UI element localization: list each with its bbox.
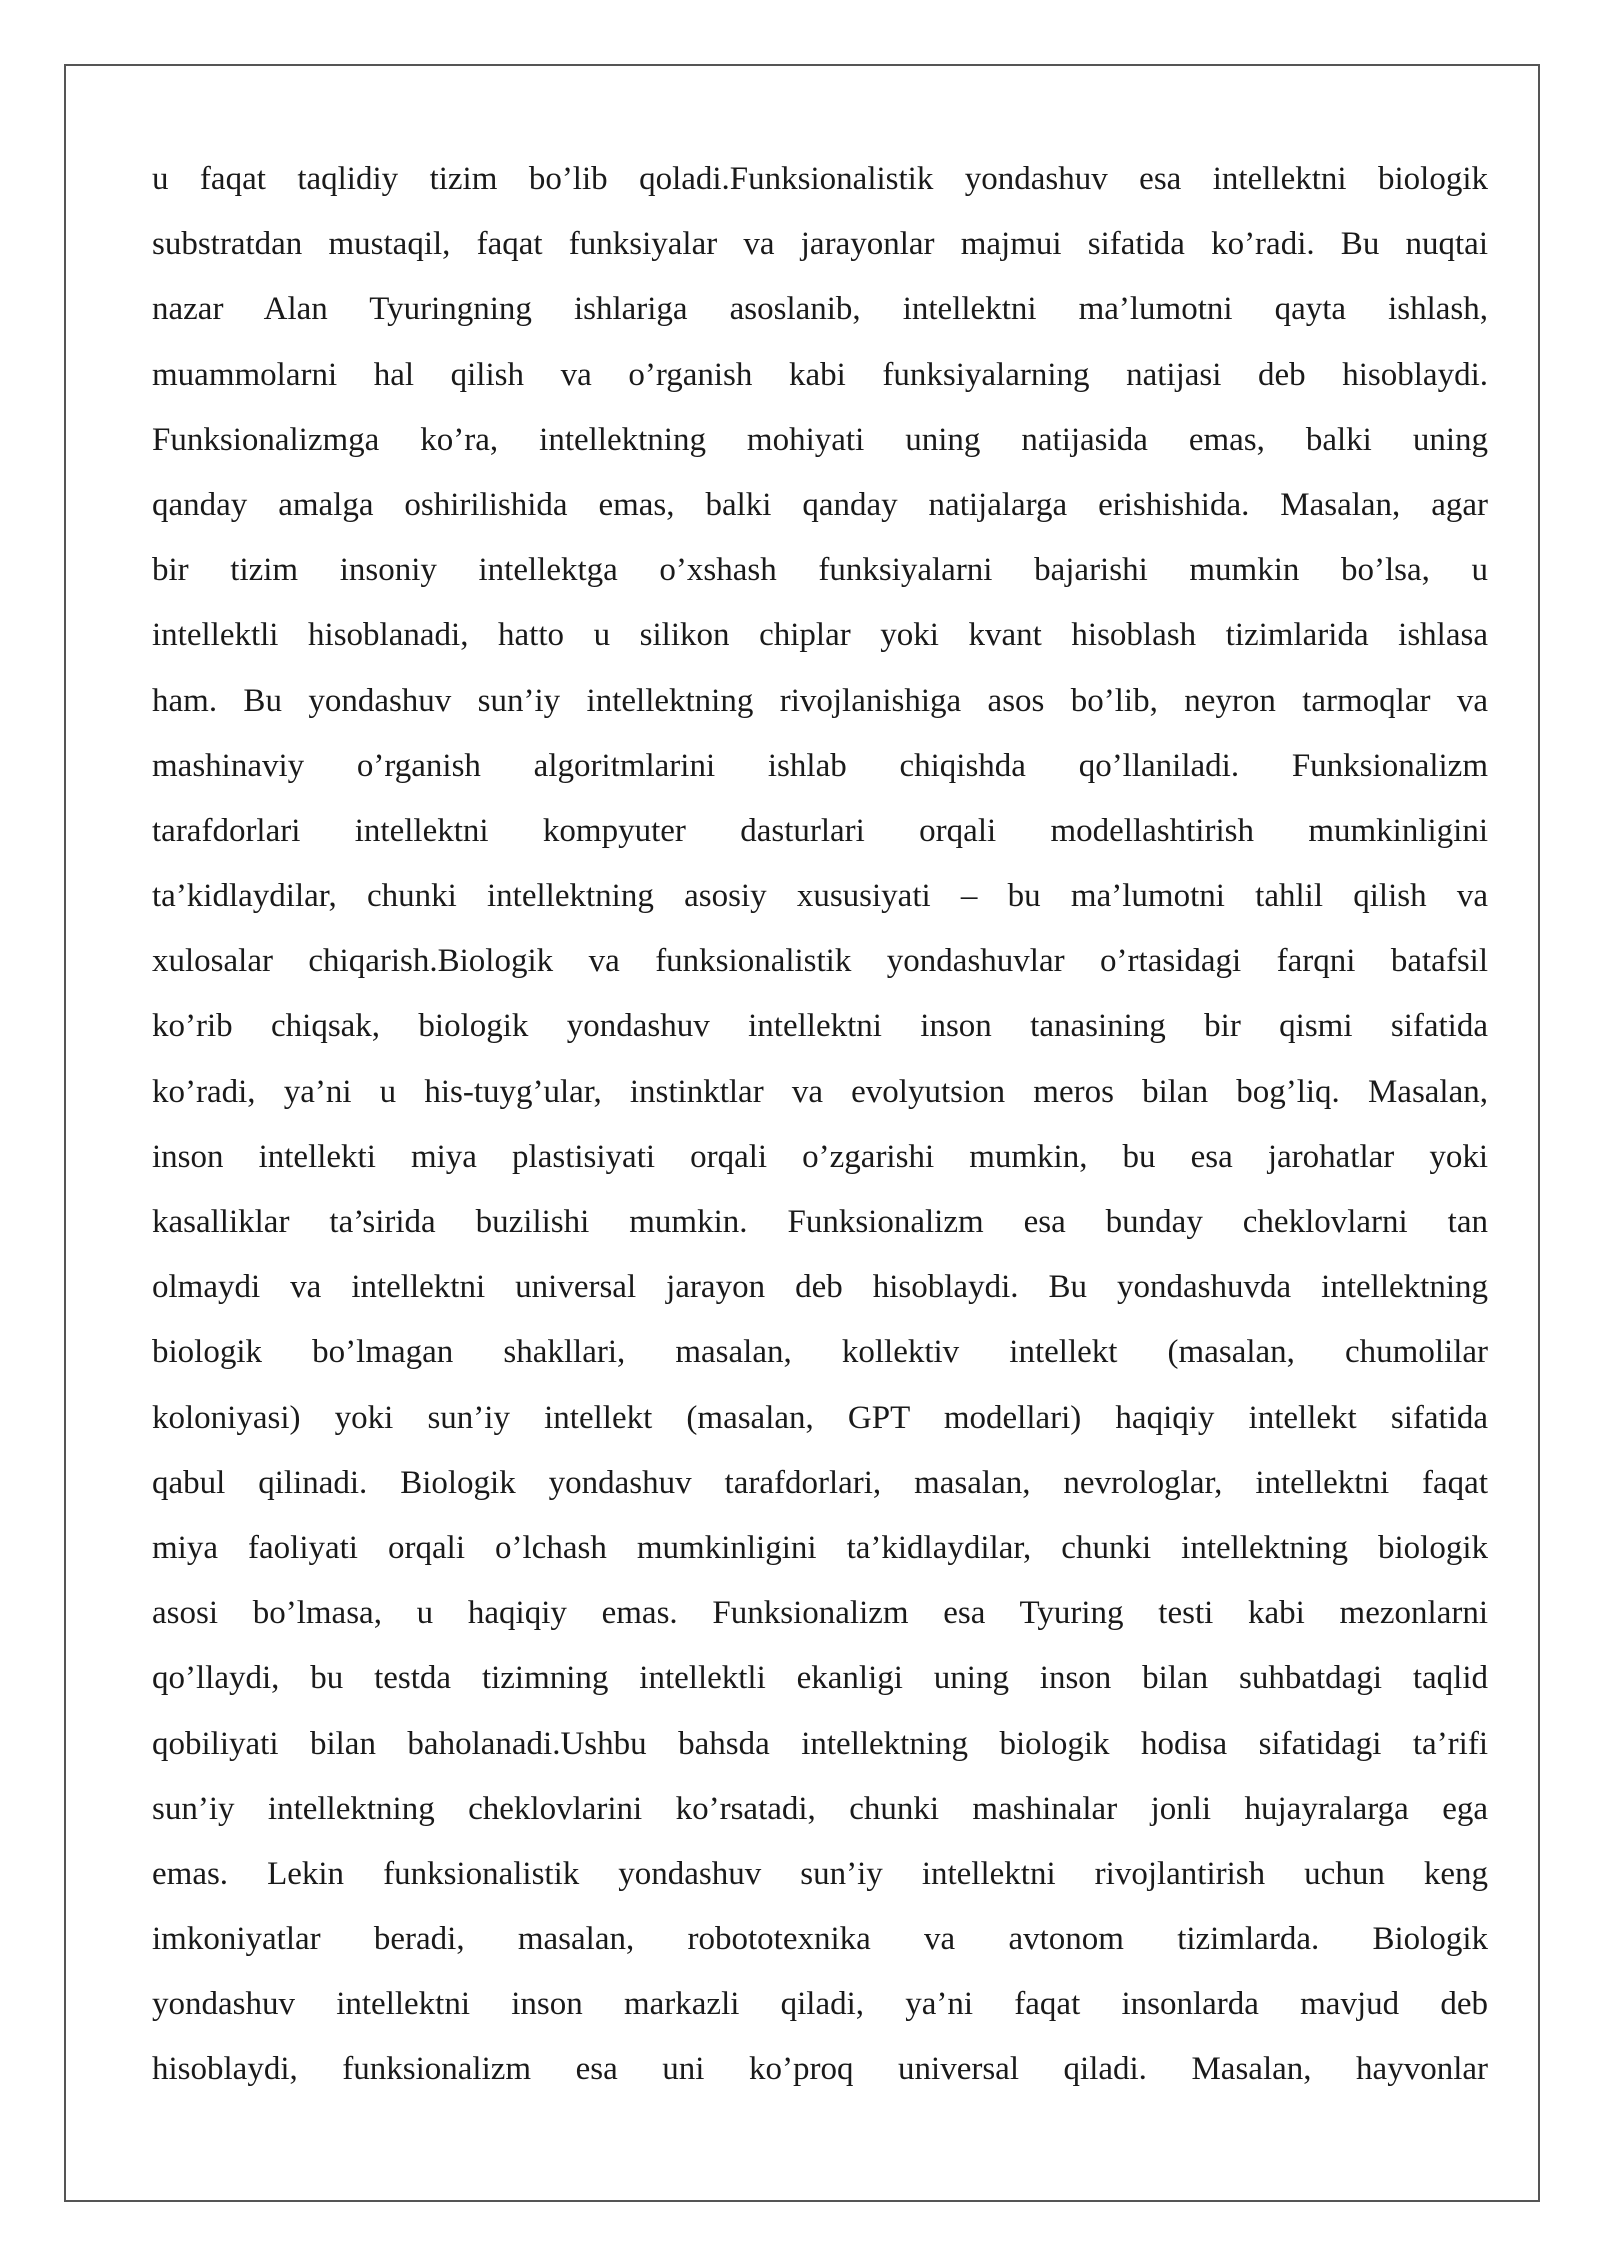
text-line: ta’kidlaydilar, chunki intellektning asosiy xususiyati – bu ma’lumotni tahlil qilish va — [152, 878, 1488, 915]
text-line: xulosalar chiqarish.Biologik va funksionalistik yondashuvlar o’rtasidagi farqni batafsil — [152, 943, 1488, 980]
text-line: miya faoliyati orqali o’lchash mumkinligini ta’kidlaydilar, chunki intellektning biologik — [152, 1529, 1488, 1566]
text-line: u faqat taqlidiy tizim bo’lib qoladi.Funksionalistik yondashuv esa intellektni biologik — [152, 161, 1488, 197]
text-line: olmaydi va intellektni universal jarayon deb hisoblaydi. Bu yondashuvda intellektning — [152, 1269, 1488, 1306]
text-line: koloniyasi) yoki sun’iy intellekt (masalan, GPT modellari) haqiqiy intellekt sifatida — [152, 1399, 1488, 1436]
text-line: hisoblaydi, funksionalizm esa uni ko’proq universal qiladi. Masalan, hayvonlar — [152, 2051, 1488, 2088]
text-line: kasalliklar ta’sirida buzilishi mumkin. Funksionalizm esa bunday cheklovlarni tan — [152, 1204, 1488, 1240]
text-line: tarafdorlari intellektni kompyuter dasturlari orqali modellashtirish mumkinligini — [152, 812, 1488, 849]
document-body-text — [152, 147, 1488, 2103]
text-line: ko’radi, ya’ni u his-tuyg’ular, instinktlar va evolyutsion meros bilan bog’liq. Masalan, — [152, 1073, 1488, 1110]
text-line: qabul qilinadi. Biologik yondashuv tarafdorlari, masalan, nevrologlar, intellektni faqat — [152, 1464, 1488, 1501]
text-line: bir tizim insoniy intellektga o’xshash funksiyalarni bajarishi mumkin bo’lsa, u — [152, 552, 1488, 589]
text-line: biologik bo’lmagan shakllari, masalan, kollektiv intellekt (masalan, chumolilar — [152, 1334, 1488, 1371]
text-line: asosi bo’lmasa, u haqiqiy emas. Funksionalizm esa Tyuring testi kabi mezonlarni — [152, 1595, 1488, 1632]
text-line: mashinaviy o’rganish algoritmlarini ishlab chiqishda qo’llaniladi. Funksionalizm — [152, 747, 1488, 784]
text-line: intellektli hisoblanadi, hatto u silikon chiplar yoki kvant hisoblash tizimlarida ishlasa — [152, 617, 1488, 654]
text-line: qanday amalga oshirilishida emas, balki qanday natijalarga erishishida. Masalan, agar — [152, 486, 1488, 523]
text-line: imkoniyatlar beradi, masalan, robototexnika va avtonom tizimlarda. Biologik — [152, 1921, 1488, 1958]
text-line: nazar Alan Tyuringning ishlariga asoslanib, intellektni ma’lumotni qayta ishlash, — [152, 291, 1488, 328]
text-line: muammolarni hal qilish va o’rganish kabi funksiyalarning natijasi deb hisoblaydi. — [152, 356, 1488, 393]
text-line: sun’iy intellektning cheklovlarini ko’rsatadi, chunki mashinalar jonli hujayralarga ega — [152, 1790, 1488, 1827]
text-line: qo’llaydi, bu testda tizimning intellektli ekanligi uning inson bilan suhbatdagi taqlid — [152, 1660, 1488, 1697]
text-line: yondashuv intellektni inson markazli qiladi, ya’ni faqat insonlarda mavjud deb — [152, 1986, 1488, 2023]
text-line: Funksionalizmga ko’ra, intellektning mohiyati uning natijasida emas, balki uning — [152, 421, 1488, 458]
text-line: inson intellekti miya plastisiyati orqali o’zgarishi mumkin, bu esa jarohatlar yoki — [152, 1138, 1488, 1175]
text-line: ko’rib chiqsak, biologik yondashuv intellektni inson tanasining bir qismi sifatida — [152, 1008, 1488, 1045]
text-line: qobiliyati bilan baholanadi.Ushbu bahsda intellektning biologik hodisa sifatidagi ta’rifi — [152, 1725, 1488, 1762]
text-line: emas. Lekin funksionalistik yondashuv sun’iy intellektni rivojlantirish uchun keng — [152, 1855, 1488, 1892]
text-line: substratdan mustaqil, faqat funksiyalar va jarayonlar majmui sifatida ko’radi. Bu nuqtai — [152, 226, 1488, 263]
text-line: ham. Bu yondashuv sun’iy intellektning rivojlanishiga asos bo’lib, neyron tarmoqlar va — [152, 682, 1488, 719]
